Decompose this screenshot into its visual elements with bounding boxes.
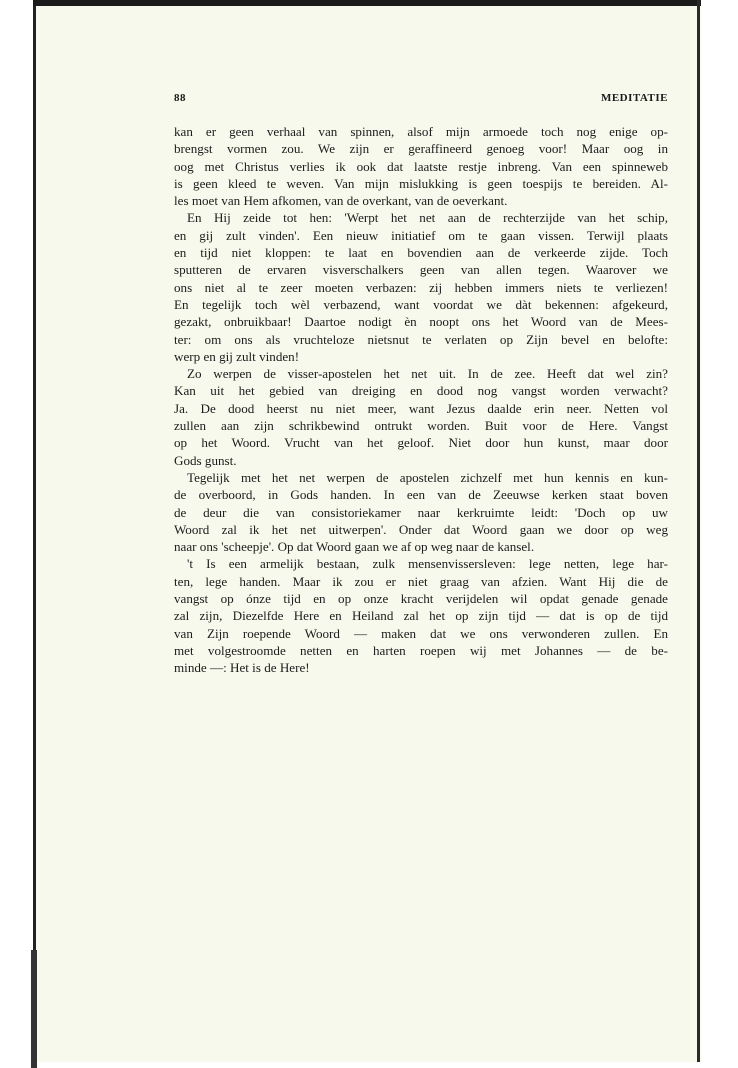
text-line: Woord zal ik het net uitwerpen'. Onder dat Woord gaan we door op weg <box>174 521 668 537</box>
text-line: zal zijn, Diezelfde Here en Heiland zal het op zijn tijd — dat is op de tijd <box>174 608 668 624</box>
text-line: zullen aan zijn schrikbewind ontrukt worden. Buit voor de Here. Vangst <box>174 418 668 434</box>
text-line: En tegelijk toch wèl verbazend, want voordat we dàt bekennen: afgekeurd, <box>174 296 668 312</box>
text-line: kan er geen verhaal van spinnen, alsof mijn armoede toch nog enige op- <box>174 124 668 139</box>
text-line: ten, lege handen. Maar ik zou er niet graag van afzien. Want Hij die de <box>174 573 668 589</box>
body-text <box>174 123 668 677</box>
text-line: is geen kleed te weven. Van mijn mislukking is geen toespijs te bereiden. Al- <box>174 175 668 191</box>
text-line: En Hij zeide tot hen: 'Werpt het net aan de rechterzijde van het schip, <box>187 210 668 226</box>
text-line: oog met Christus verlies ik ook dat laatste restje inbreng. Van een spinneweb <box>174 158 668 174</box>
text-line: op het Woord. Vrucht van het geloof. Niet door hun kunst, maar door <box>174 435 668 451</box>
text-line: Kan uit het gebied van dreiging en dood nog vangst worden verwacht? <box>174 383 668 399</box>
text-line: brengst vormen zou. We zijn er geraffineerd genoeg voor! Maar oog in <box>174 141 668 157</box>
text-line: van Zijn roepende Woord — maken dat we ons verwonderen zullen. En <box>174 625 668 641</box>
scan-left-edge-shadow <box>31 950 37 1068</box>
text-line: Gods gunst. <box>174 452 237 468</box>
text-line: minde —: Het is de Here! <box>174 660 310 676</box>
text-line: ter: om ons als vruchteloze nietsnut te verlaten op Zijn bevel en belofte: <box>174 331 668 347</box>
text-line: sputteren de ervaren visverschalkers geen van allen tegen. Waarover we <box>174 262 668 278</box>
text-line: Ja. De dood heerst nu niet meer, want Jezus daalde erin neer. Netten vol <box>174 400 668 416</box>
scan-right-edge <box>697 0 700 1062</box>
text-line: 't Is een armelijk bestaan, zulk mensenvissersleven: lege netten, lege har- <box>187 556 668 572</box>
text-line: les moet van Hem afkomen, van de overkant, van de oeverkant. <box>174 193 508 209</box>
text-line: en tijd niet kloppen: te laat en bovendien aan de verkeerde zijde. Toch <box>174 245 668 261</box>
text-line: de deur die van consistoriekamer naar kerkruimte leidt: 'Doch op uw <box>174 504 668 520</box>
text-line: met volgestroomde netten en harten roepen wij met Johannes — de be- <box>174 642 668 658</box>
text-line: Tegelijk met het net werpen de apostelen zichzelf met hun kennis en kun- <box>187 469 668 485</box>
page-number: 88 <box>174 92 186 104</box>
page-header <box>174 92 668 108</box>
text-line: vangst op ónze tijd en op onze kracht verijdelen wil opdat genade genade <box>174 591 668 607</box>
text-line: Zo werpen de visser-apostelen het net uit. In de zee. Heeft dat wel zin? <box>187 366 668 382</box>
text-line: werp en gij zult vinden! <box>174 348 300 364</box>
text-line: de overboord, in Gods handen. In een van de Zeeuwse kerken staat boven <box>174 487 668 503</box>
text-line: naar ons 'scheepje'. Op dat Woord gaan we af op weg naar de kansel. <box>174 539 535 555</box>
running-head: MEDITATIE <box>600 92 668 104</box>
text-line: ons niet al te zeer moeten verbazen: zij hebben immers niets te verliezen! <box>174 279 668 295</box>
text-line: gezakt, onbruikbaar! Daartoe nodigt èn noopt ons het Woord van de Mees- <box>174 314 668 330</box>
text-line: en gij zult vinden'. Een nieuw initiatief om te gaan vissen. Terwijl plaats <box>174 227 668 243</box>
